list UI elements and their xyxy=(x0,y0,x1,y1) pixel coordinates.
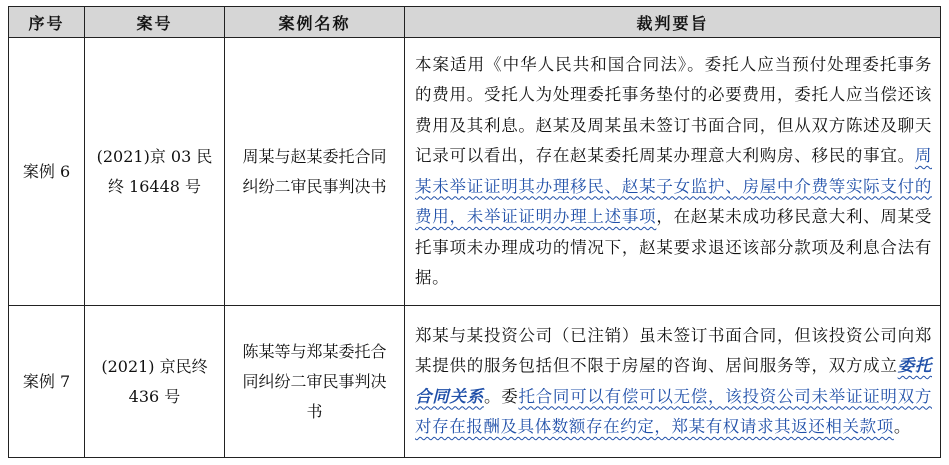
summary-text: 。委 xyxy=(483,386,519,406)
row-case-name: 陈某等与郑某委托合同纠纷二审民事判决书 xyxy=(225,306,405,458)
summary-text: 本案适用《中华人民共和国合同法》。委托人应当预付处理委托事务的费用。受托人为处理委托事务垫付的必要费用，委托人应当偿还该费用及其利息。赵某及周某虽未签订书面合同，但从双方陈述及聊天记录可以看出，存在赵某委托周某办理意大利购房、移民的事宜。 xyxy=(415,54,932,165)
row-seq: 案例 6 xyxy=(9,38,85,306)
summary-text: ，在赵某未成功移民意大利、周某受托事项未办理成功的情况下，赵某要求退还该部分款项及利息合法有据。 xyxy=(415,207,932,287)
table-row xyxy=(9,38,941,306)
summary-text: 。 xyxy=(893,417,911,436)
header-row xyxy=(9,7,941,38)
summary-text: 郑某与某投资公司（已注销）虽未签订书面合同，但该投资公司向郑某提供的服务包括但不限于房屋的咨询、居间服务等，双方成立 xyxy=(415,325,932,375)
header-seq: 序号 xyxy=(9,7,85,38)
header-summary: 裁判要旨 xyxy=(405,7,941,38)
row-case-no: (2021) 京民终 436 号 xyxy=(85,306,225,458)
summary-emphasis: 委托合同关系 xyxy=(415,356,932,406)
row-case-no: (2021)京 03 民终 16448 号 xyxy=(85,38,225,306)
row-case-name: 周某与赵某委托合同纠纷二审民事判决书 xyxy=(225,38,405,306)
header-case-no: 案号 xyxy=(85,7,225,38)
row-summary xyxy=(405,38,941,306)
summary-highlight: 托合同可以有偿可以无偿，该投资公司未举证证明双方对存在报酬及具体数额存在约定，郑某有权请求其返还相关款项 xyxy=(415,386,932,436)
case-table xyxy=(8,6,941,458)
header-case-name: 案例名称 xyxy=(225,7,405,38)
table-row xyxy=(9,306,941,458)
row-seq: 案例 7 xyxy=(9,306,85,458)
row-summary xyxy=(405,306,941,458)
summary-highlight: 周某未举证证明其办理移民、赵某子女监护、房屋中介费等实际支付的费用，未举证证明办理上述事项 xyxy=(415,146,932,226)
